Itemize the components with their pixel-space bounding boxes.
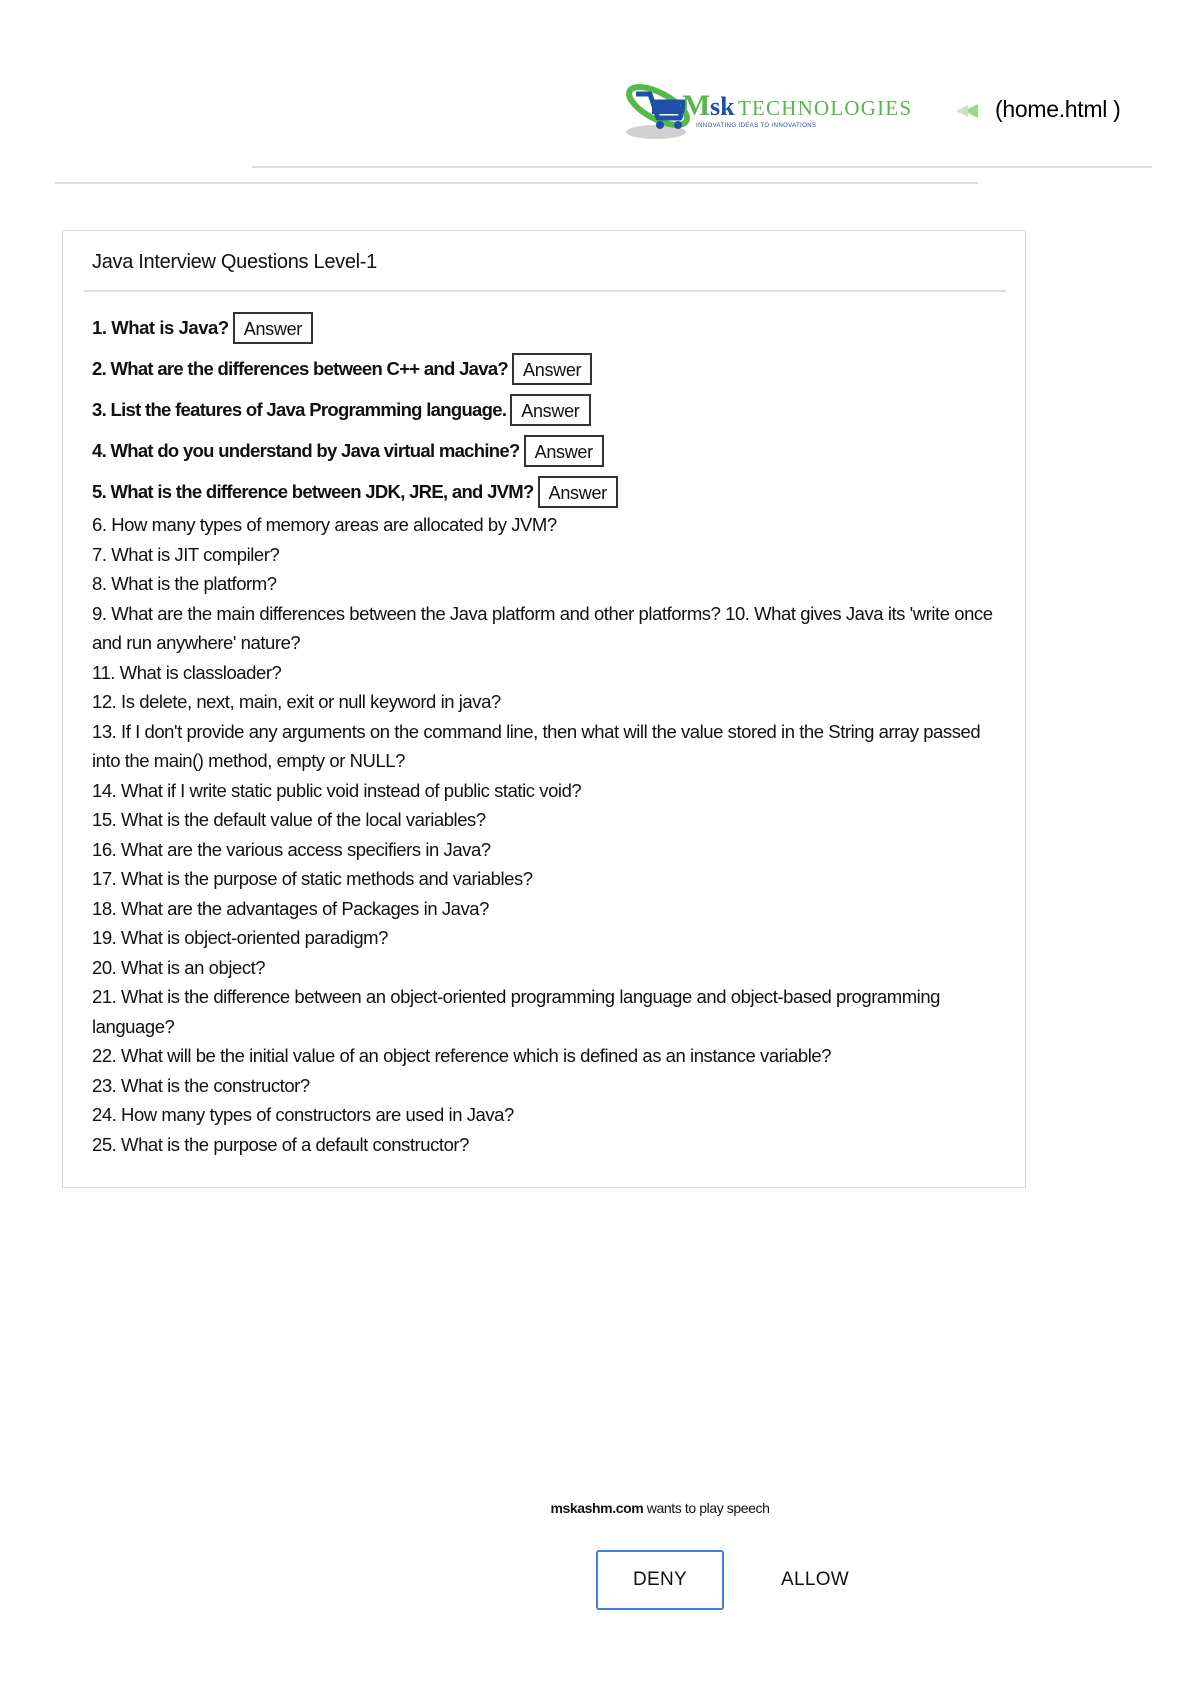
allow-button[interactable]: ALLOW [760,1550,870,1610]
answer-button[interactable]: Answer [233,312,313,344]
question-item [92,391,1007,429]
answer-button[interactable]: Answer [512,353,592,385]
permission-message-text: wants to play speech [643,1500,770,1516]
question-text: 1. What is Java? [92,317,229,338]
question-item: 14. What if I write static public void instead of public static void? [92,779,582,801]
question-list [92,309,1007,1159]
question-item: 11. What is classloader? [92,661,282,683]
speech-permission-message [0,1500,1200,1516]
question-item: 12. Is delete, next, main, exit or null keyword in java? [92,691,501,712]
question-item: 22. What will be the initial value of an object reference which is defined as an instance variable? [92,1045,832,1066]
logo-text-part: sk [710,92,735,121]
card-title: Java Interview Questions Level-1 [92,251,377,273]
question-item: 13. If I don't provide any arguments on the command line, then what will the value stored in the String array passed into the main() method, empty or NULL? [92,720,981,771]
question-item: 17. What is the purpose of static methods and variables? [92,868,533,889]
svg-text:INNOVATING IDEAS TO INNOVATION: INNOVATING IDEAS TO INNOVATIONS [696,123,817,129]
answer-button[interactable]: Answer [524,435,604,467]
answer-button[interactable]: Answer [510,394,590,426]
question-item: 16. What are the various access specifiers in Java? [92,838,491,860]
deny-button[interactable]: DENY [596,1550,724,1610]
answer-button[interactable]: Answer [538,476,618,508]
home-link[interactable]: (home.html ) [995,96,1121,122]
question-item: 20. What is an object? [92,956,266,978]
questions-card [62,230,1026,1188]
header-divider [252,166,1152,168]
question-item [92,432,1007,470]
question-item: 18. What are the advantages of Packages in Java? [92,897,489,919]
svg-text:TECHNOLOGIES: TECHNOLOGIES [738,96,913,120]
question-text: 2. What are the differences between C++ and Java? [92,358,509,379]
question-item: 25. What is the purpose of a default constructor? [92,1133,469,1155]
question-item [92,473,1007,511]
question-text: 3. List the features of Java Programming language. [92,399,507,420]
question-text: 4. What do you understand by Java virtual machine? [92,440,520,461]
question-item [92,309,1007,347]
header-divider-secondary [55,182,978,184]
question-item: 24. How many types of constructors are used in Java? [92,1104,514,1125]
question-item: 9. What are the main differences between the Java platform and other platforms? 10. What gives Java its 'write once and run anywhere' nature? [92,602,993,653]
question-item: 23. What is the constructor? [92,1074,310,1096]
question-item [92,350,1007,388]
requesting-site: mskashm.com [550,1500,644,1516]
question-item: 21. What is the difference between an object-oriented programming language and object-based programming language? [92,986,941,1037]
question-item: 19. What is object-oriented paradigm? [92,927,388,948]
svg-text:M: M [682,89,711,122]
question-item: 7. What is JIT compiler? [92,543,280,565]
card-divider [84,290,1006,292]
question-text: 5. What is the difference between JDK, JRE, and JVM? [92,481,534,502]
question-item: 8. What is the platform? [92,573,277,594]
logo-graphic [622,78,982,144]
question-item: 15. What is the default value of the local variables? [92,809,486,830]
company-logo[interactable] [622,78,982,144]
question-item: 6. How many types of memory areas are allocated by JVM? [92,514,557,535]
